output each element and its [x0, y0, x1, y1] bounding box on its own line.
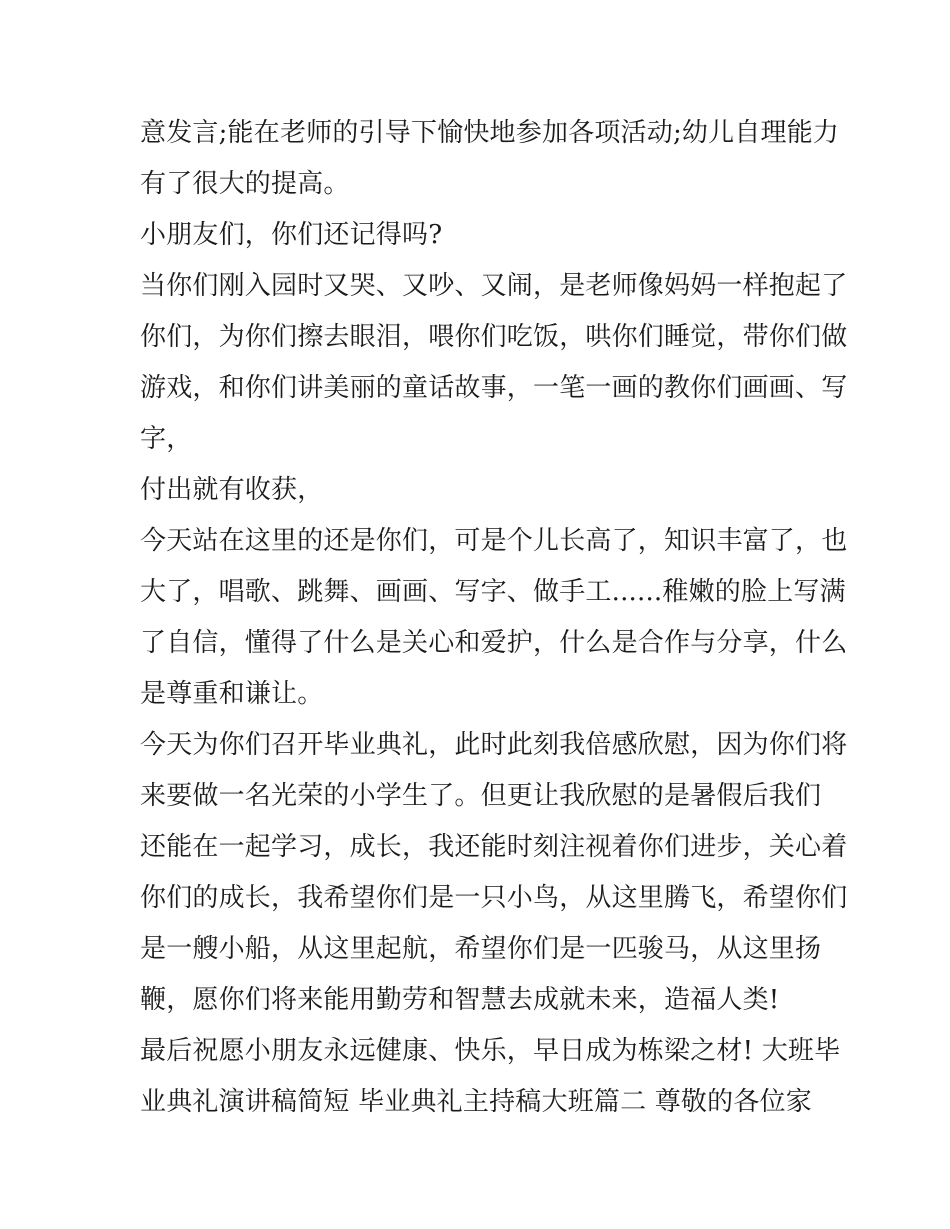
text-line: 字， — [140, 424, 193, 454]
text-line: 有了很大的提高。 — [140, 169, 350, 199]
text-line: 你们的成长，我希望你们是一只小鸟，从这里腾飞，希望你们 — [140, 883, 848, 913]
text-line: 今天为你们召开毕业典礼，此时此刻我倍感欣慰，因为你们将 — [140, 730, 848, 760]
text-line: 付出就有收获， — [140, 475, 324, 505]
text-line: 最后祝愿小朋友永远健康、快乐，早日成为栋梁之材! 大班毕 — [140, 1036, 841, 1066]
text-line: 当你们刚入园时又哭、又吵、又闹，是老师像妈妈一样抱起了 — [140, 271, 848, 301]
text-line: 大了，唱歌、跳舞、画画、写字、做手工......稚嫩的脸上写满 — [140, 577, 846, 607]
text-line: 还能在一起学习，成长，我还能时刻注视着你们进步，关心着 — [140, 832, 848, 862]
text-line: 今天站在这里的还是你们，可是个儿长高了，知识丰富了，也 — [140, 526, 848, 556]
text-line: 了自信，懂得了什么是关心和爱护，什么是合作与分享，什么 — [140, 628, 848, 658]
text-line: 是一艘小船，从这里起航，希望你们是一匹骏马，从这里扬 — [140, 934, 822, 964]
body-text — [140, 108, 848, 1128]
text-line: 业典礼演讲稿简短 毕业典礼主持稿大班篇二 尊敬的各位家 — [140, 1087, 812, 1117]
text-line: 意发言;能在老师的引导下愉快地参加各项活动;幼儿自理能力 — [140, 118, 840, 148]
text-line: 小朋友们，你们还记得吗? — [140, 220, 443, 250]
text-line: 你们，为你们擦去眼泪，喂你们吃饭，哄你们睡觉，带你们做 — [140, 322, 848, 352]
text-line: 来要做一名光荣的小学生了。但更让我欣慰的是暑假后我们 — [140, 781, 822, 811]
text-line: 游戏，和你们讲美丽的童话故事，一笔一画的教你们画画、写 — [140, 373, 848, 403]
text-line: 鞭，愿你们将来能用勤劳和智慧去成就未来，造福人类! — [140, 985, 780, 1015]
text-line: 是尊重和谦让。 — [140, 679, 324, 709]
